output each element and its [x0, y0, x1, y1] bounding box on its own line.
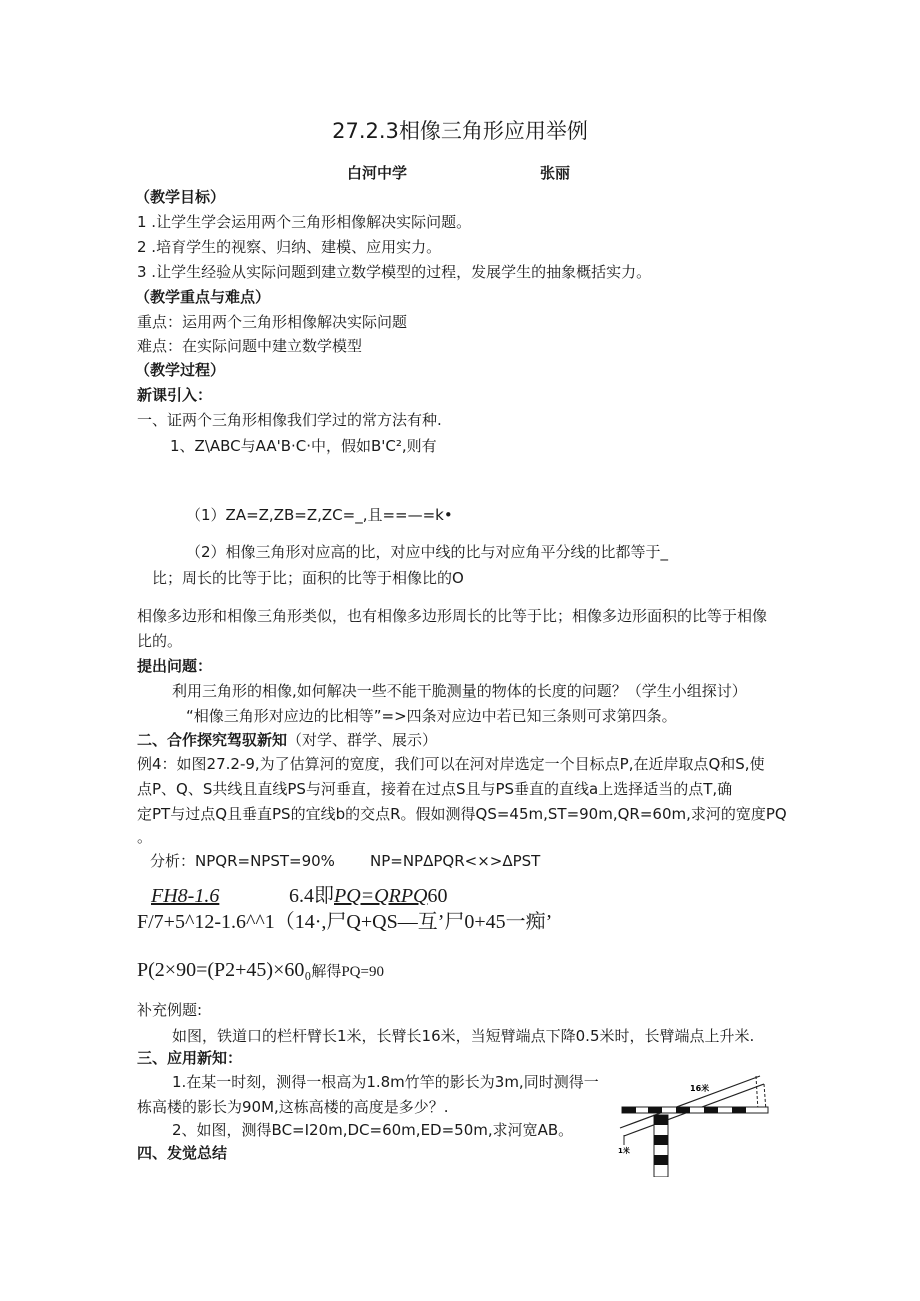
author-name: 张丽 [540, 164, 571, 182]
condition-text: 1、Z\ABC与AA'B·C·中，假如B'C²,则有 [170, 437, 437, 455]
property-two-cont: 比；周长的比等于比；面积的比等于相像比的O [152, 569, 464, 587]
section-three: 三、应用新知： [137, 1049, 243, 1067]
section-two-note: （对学、群学、展示） [287, 731, 438, 749]
barrier-figure [618, 1075, 778, 1177]
section-one: 一、证两个三角形相像我们学过的常方法有种. [137, 411, 442, 429]
property-one: （1）ZA=Z,ZB=Z,ZC=_,且==—=k• [186, 506, 453, 524]
horizontal-arm [622, 1107, 768, 1113]
goals-heading: （教学目标） [135, 188, 226, 206]
process-heading: （教学过程） [135, 361, 226, 379]
arm-stripe [622, 1107, 636, 1113]
formula-line: P(2×90=(P2+45)×60₀ [137, 959, 312, 981]
arm-stripe [676, 1107, 690, 1113]
question-text: 利用三角形的相像,如何解决一些不能干脆测量的物体的长度的问题？（学生小组探讨） [172, 682, 747, 700]
supplement-heading: 补充例题: [137, 1001, 203, 1019]
keypoints-heading: （教学重点与难点） [135, 288, 271, 306]
application-two: 2、如图，测得BC=I20m,DC=60m,ED=50m,求河宽AB。 [172, 1121, 574, 1139]
example-line: 。 [137, 828, 153, 846]
post-stripe [654, 1135, 668, 1145]
supplement-text: 如图，铁道口的栏杆臂长1米，长臂长16米，当短臂端点下降0.5米时，长臂端点上升米. [172, 1027, 755, 1045]
example-line: 点P、Q、S共线且直线PS与河垂直，接着在过点S且与PS垂直的直线a上选择适当的点T,确 [137, 780, 733, 798]
example-line: 例4：如图27.2-9,为了估算河的宽度，我们可以在河对岸选定一个目标点P,在近岸取点Q和S,使 [137, 755, 765, 773]
long-arm-label: 16米 [690, 1084, 710, 1093]
arm-stripe [648, 1107, 662, 1113]
school-name: 白河中学 [347, 164, 408, 182]
intro-heading: 新课引入： [137, 386, 213, 404]
height-dash [756, 1076, 758, 1111]
example-line: 定PT与过点Q且垂直PS的宜线b的交点R。假如测得QS=45m,ST=90m,QR=60m,求河的宽度PQ [137, 805, 787, 823]
question-note: “相像三角形对应边的比相等”=>四条对应边中若已知三条则可求第四条。 [186, 707, 677, 725]
formula-part: 60 [427, 885, 448, 907]
polygon-text: 相像多边形和相像三角形类似，也有相像多边形周长的比等于比；相像多边形面积的比等于相像 [137, 607, 768, 625]
post-stripe [654, 1115, 668, 1125]
polygon-text-cont: 比的。 [137, 632, 183, 650]
arm-stripe [732, 1107, 746, 1113]
section-two-title: 二、合作探究驾驭新知 [137, 731, 288, 749]
section-four: 四、发觉总结 [137, 1144, 228, 1162]
goal-item: 2 .培育学生的视察、归纳、建模、应用实力。 [137, 238, 442, 256]
difficulty-text: 难点：在实际问题中建立数学模型 [137, 337, 363, 355]
section-two [137, 730, 437, 750]
formula-part: PQ=QRPQ [334, 885, 428, 907]
property-two: （2）相像三角形对应高的比，对应中线的比与对应角平分线的比都等于_ [186, 543, 669, 561]
formula-part: 6.4即 [289, 885, 334, 907]
formula-line: F/7+5^12-1.6^^1（14·,尸Q+QS—互’尸0+45一痴’ [137, 911, 553, 933]
analysis-similarity: NP=NPΔPQR<×>ΔPST [370, 852, 541, 870]
post-stripe [654, 1155, 668, 1165]
focus-text: 重点：运用两个三角形相像解决实际问题 [137, 313, 408, 331]
formula-result: 解得PQ=90 [311, 964, 384, 980]
formula-part: FH8-1.6 [151, 885, 220, 907]
application-one: 1.在某一时刻，测得一根高为1.8m竹竿的影长为3m,同时测得一 [172, 1073, 599, 1091]
short-arm-label: 1米 [618, 1147, 630, 1155]
goal-item: 1 .让学生学会运用两个三角形相像解决实际问题。 [137, 213, 472, 231]
page-title: 27.2.3相像三角形应用举例 [332, 119, 588, 143]
question-heading: 提出问题： [137, 657, 213, 675]
arm-stripe [704, 1107, 718, 1113]
analysis-text: 分析：NPQR=NPST=90% [150, 852, 335, 870]
goal-item: 3 .让学生经验从实际问题到建立数学模型的过程，发展学生的抽象概括实力。 [137, 263, 652, 281]
application-one-cont: 栋高楼的影长为90M,这栋高楼的高度是多少？. [137, 1098, 449, 1116]
